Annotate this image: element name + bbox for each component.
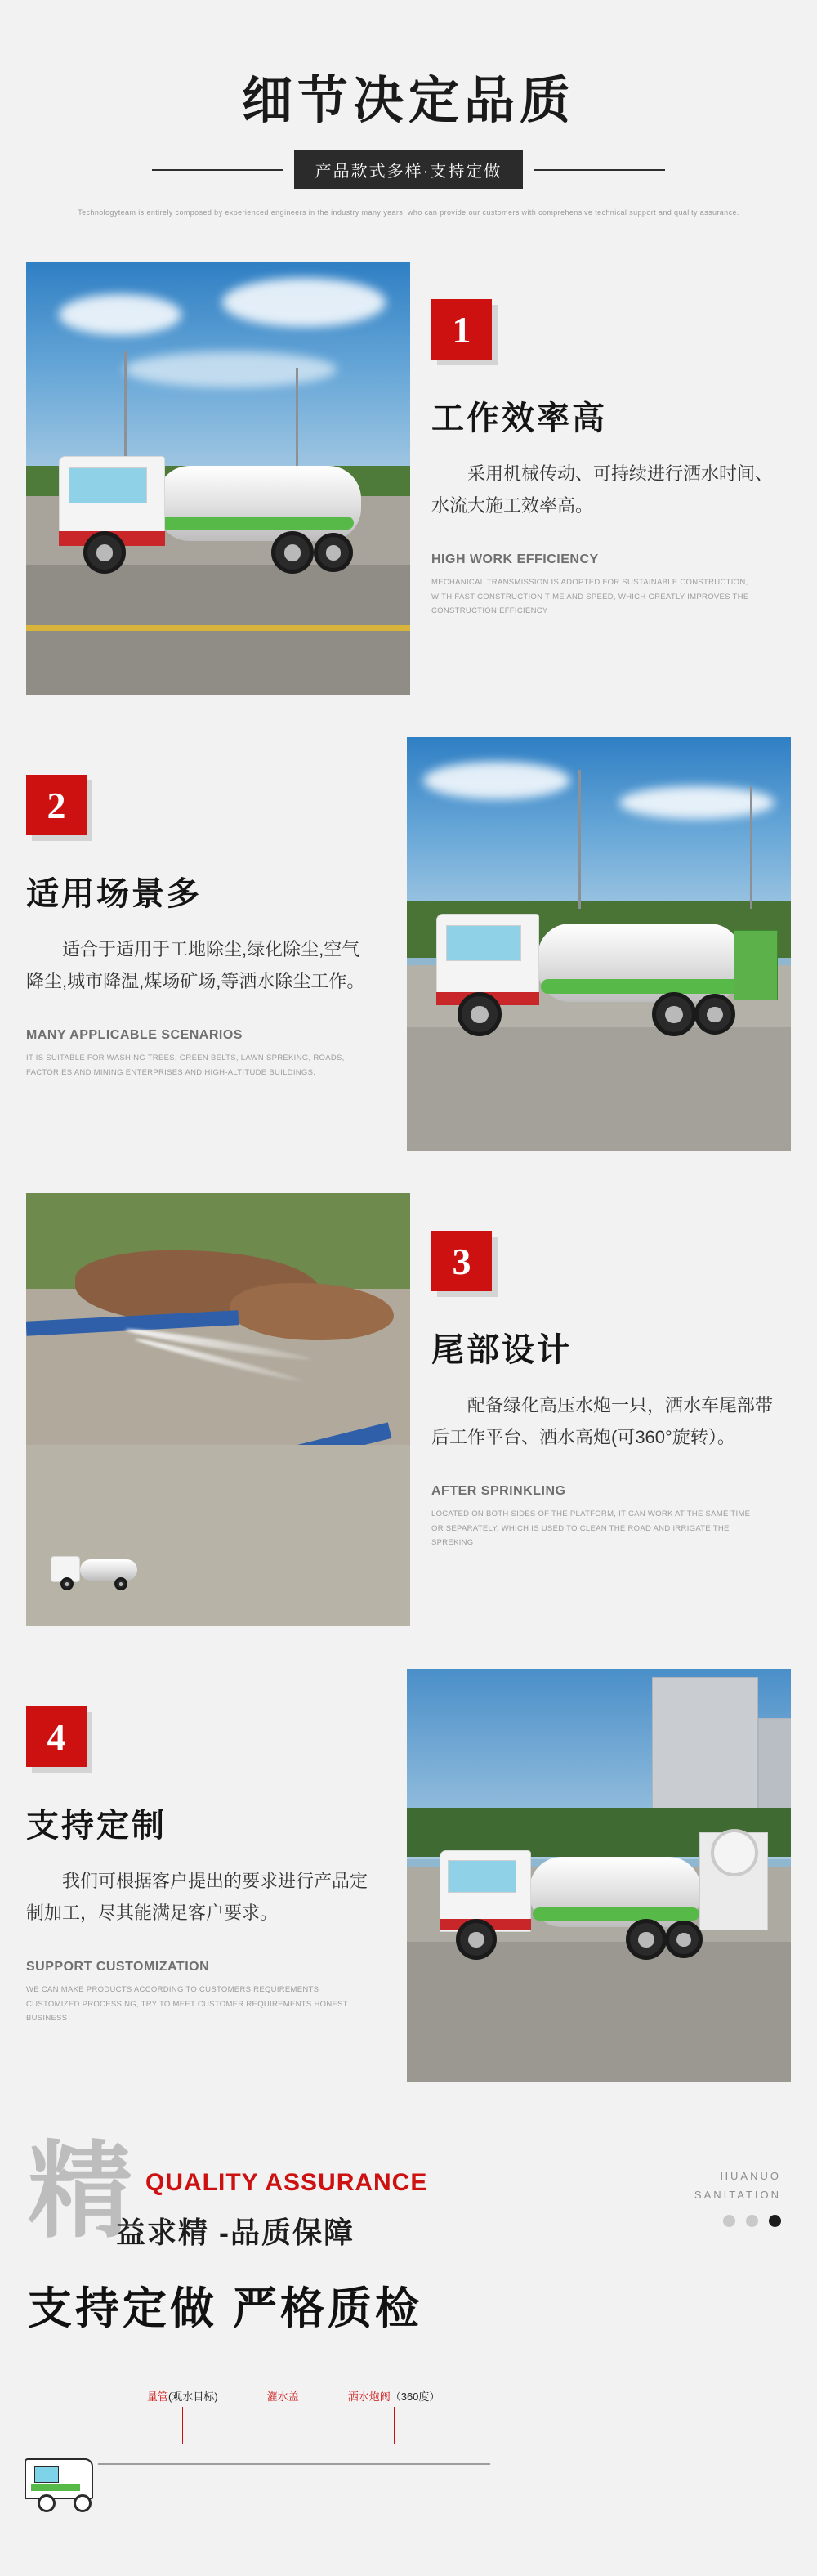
water-tank	[80, 1559, 137, 1581]
diagram-green-stripe	[31, 2484, 80, 2491]
page-title: 细节决定品质	[241, 73, 575, 129]
water-tank	[157, 466, 361, 541]
feature-description: 适合于适用于工地除尘,绿化除尘,空气降尘,城市降温,煤场矿场,等洒水除尘工作。	[26, 939, 365, 991]
road	[407, 1942, 791, 2082]
feature-en-body: MECHANICAL TRANSMISSION IS ADOPTED FOR SUSTAINABLE CONSTRUCTION, WITH FAST CONSTRUCTION TIME AND SPEED, WHICH GREATLY IMPROVES THE CONSTRUCTION EFFICIENCY	[431, 578, 749, 615]
callout-label-1	[147, 2388, 218, 2404]
utility-pole	[578, 770, 581, 909]
callout-label-3	[348, 2388, 440, 2404]
feature-image-3	[26, 1193, 410, 1626]
feature-block-4	[0, 1669, 817, 2082]
feature-number-badge: 3	[431, 1231, 492, 1291]
quality-big-char: 精	[28, 2134, 133, 2251]
concrete-ground	[26, 1445, 410, 1627]
feature-text-4	[26, 1669, 386, 2082]
diagram-truck	[25, 2452, 188, 2512]
brand-line-2: SANITATION	[694, 2188, 781, 2201]
callout-label-2	[267, 2388, 299, 2404]
quality-cn-title: 益求精 -品质保障	[116, 2216, 355, 2250]
dot-1[interactable]	[723, 2215, 735, 2227]
diagram-cab-window	[34, 2466, 59, 2483]
callout-sub-1: (观水目标)	[168, 2390, 218, 2404]
callout-2	[267, 2388, 299, 2444]
feature-number-badge: 1	[431, 299, 492, 360]
green-stripe	[161, 517, 354, 530]
feature-description: 配备绿化高压水炮一只，洒水车尾部带后工作平台、洒水高炮(可360°旋转）。	[431, 1395, 774, 1447]
feature-block-1	[0, 262, 817, 695]
green-stripe	[533, 1907, 699, 1921]
callout-sub-3: （360度）	[390, 2390, 440, 2404]
road-marking	[26, 625, 410, 631]
feature-text-1	[431, 262, 791, 695]
dot-3[interactable]	[769, 2215, 781, 2227]
diagram-cab	[25, 2458, 93, 2499]
feature-en-title: SUPPORT CUSTOMIZATION	[26, 1960, 210, 1974]
component-diagram	[0, 2388, 817, 2576]
badge-wrap-4	[26, 1706, 386, 1767]
feature-en-body: WE CAN MAKE PRODUCTS ACCORDING TO CUSTOMERS REQUIREMENTS CUSTOMIZED PROCESSING, TRY TO MEET CUSTOMER REQUIREMENTS HONEST BUSINESS	[26, 1985, 348, 2023]
feature-block-3	[0, 1193, 817, 1626]
feature-description: 我们可根据客户提出的要求进行产品定制加工，尽其能满足客户要求。	[26, 1871, 368, 1923]
badge-wrap-2	[26, 775, 386, 835]
feature-en-body: LOCATED ON BOTH SIDES OF THE PLATFORM, IT CAN WORK AT THE SAME TIME OR SEPARATELY, WHICH IS USED TO CLEAN THE ROAD AND IRRIGATE THE SPREKING	[431, 1509, 751, 1547]
rule-right	[534, 169, 665, 171]
quality-assurance-section	[0, 2135, 817, 2380]
feature-text-3	[431, 1193, 791, 1626]
callout-main-1: 量管	[147, 2390, 169, 2404]
header-subtitle: 产品款式多样·支持定做	[294, 150, 524, 189]
badge-wrap-3	[431, 1231, 791, 1291]
header-subtitle-row	[0, 150, 817, 189]
feature-title: 支持定制	[26, 1808, 167, 1845]
badge-wrap-1	[431, 299, 791, 360]
diagram-wheel	[74, 2494, 92, 2512]
feature-en-title: MANY APPLICABLE SCENARIOS	[26, 1028, 243, 1043]
diagram-callouts	[25, 2388, 792, 2444]
feature-number-badge: 2	[26, 775, 87, 835]
feature-image-4	[407, 1669, 791, 2082]
cab-window	[448, 1860, 516, 1893]
callout-line-1	[182, 2407, 183, 2444]
quality-en-title: QUALITY ASSURANCE	[145, 2169, 428, 2197]
brand-name	[694, 2167, 781, 2203]
feature-title: 工作效率高	[431, 400, 607, 437]
diagram-wheel	[38, 2494, 56, 2512]
green-stripe	[541, 979, 740, 994]
callout-3	[348, 2388, 440, 2444]
utility-pole	[750, 786, 752, 909]
quality-headline: 支持定做 严格质检	[28, 2284, 423, 2334]
truck-aerial	[51, 1553, 141, 1585]
page-header	[0, 0, 817, 219]
feature-text-2	[26, 737, 386, 1151]
callout-main-3: 洒水炮阀	[347, 2390, 391, 2404]
callout-1	[147, 2388, 218, 2444]
feature-number-badge: 4	[26, 1706, 87, 1767]
dot-2[interactable]	[746, 2215, 758, 2227]
diagram-chassis-line	[98, 2463, 490, 2465]
feature-title: 尾部设计	[431, 1332, 572, 1369]
callout-main-2: 灌水盖	[266, 2390, 299, 2404]
rear-platform	[734, 930, 778, 1000]
road	[407, 1027, 791, 1152]
feature-title: 适用场景多	[26, 876, 202, 913]
feature-en-title: AFTER SPRINKLING	[431, 1484, 566, 1499]
utility-pole	[296, 368, 298, 474]
feature-en-body: IT IS SUITABLE FOR WASHING TREES, GREEN BELTS, LAWN SPREKING, ROADS, FACTORIES AND MINING ENTERPRISES AND HIGH-ALTITUDE BUILDINGS.	[26, 1053, 345, 1077]
cab-window	[446, 925, 521, 961]
brand-line-1: HUANUO	[720, 2170, 781, 2183]
feature-image-1	[26, 262, 410, 695]
feature-block-2	[0, 737, 817, 1151]
feature-description: 采用机械传动、可持续进行洒水时间、水流大施工效率高。	[431, 463, 774, 516]
feature-en-title: HIGH WORK EFFICIENCY	[431, 552, 599, 567]
pagination-dots[interactable]	[723, 2215, 781, 2227]
cab-window	[69, 467, 147, 503]
callout-line-3	[394, 2407, 395, 2444]
header-english-note: Technologyteam is entirely composed by experienced engineers in the industry many years, who can provide our customers with comprehensive technical support and quality assurance.	[78, 208, 739, 217]
rule-left	[152, 169, 283, 171]
feature-image-2	[407, 737, 791, 1151]
